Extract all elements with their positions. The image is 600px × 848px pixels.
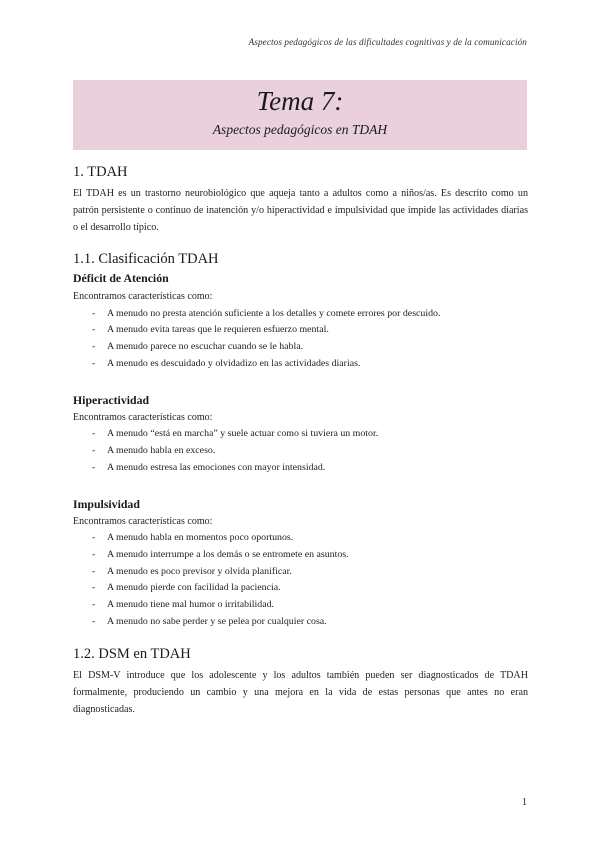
dash-marker: - [92, 582, 96, 594]
subheading-deficit-atencion: Déficit de Atención [73, 271, 169, 285]
list-item [73, 597, 528, 614]
list-item [73, 460, 528, 477]
page-number: 1 [522, 797, 527, 808]
list-item-text: A menudo no sabe perder y se pelea por cualquier cosa. [107, 616, 327, 628]
intro-text-deficit: Encontramos características como: [73, 291, 213, 302]
list-item [73, 426, 528, 443]
list-item [73, 564, 528, 581]
list-item-text: A menudo es descuidado y olvidadizo en las actividades diarias. [107, 357, 361, 369]
list-item [73, 306, 528, 323]
page-title: Tema 7: [256, 86, 344, 116]
list-item [73, 443, 528, 460]
section-heading-tdah: 1. TDAH [73, 164, 128, 180]
dash-marker: - [92, 616, 96, 628]
running-header: Aspectos pedagógicos de las dificultades cognitivas y de la comunicación [248, 37, 527, 47]
dash-marker: - [92, 307, 96, 319]
list-item-text: A menudo estresa las emociones con mayor intensidad. [107, 461, 326, 473]
section-paragraph-tdah: El TDAH es un trastorno neurobiológico que aqueja tanto a adultos como a niños/as. Es descrito como un patrón persistente o continuo de inatención y/o hiperactividad e impulsividad que impide las actividades diarias o el desarrollo típico. [73, 188, 528, 233]
dash-marker: - [92, 357, 96, 369]
section-heading-clasificacion: 1.1. Clasificación TDAH [73, 251, 219, 267]
dash-marker: - [92, 444, 96, 456]
intro-text-impulsividad: Encontramos características como: [73, 515, 213, 527]
list-item-text: A menudo interrumpe a los demás o se entromete en asuntos. [107, 548, 349, 560]
list-item [73, 530, 528, 547]
document-body [73, 162, 528, 718]
list-item-text: A menudo evita tareas que le requieren esfuerzo mental. [107, 324, 329, 336]
list-item-text: A menudo habla en exceso. [107, 444, 216, 456]
subheading-impulsividad: Impulsividad [73, 496, 140, 511]
list-item [73, 614, 528, 631]
list-item [73, 580, 528, 597]
list-item-text: A menudo “está en marcha” y suele actuar como si tuviera un motor. [107, 428, 379, 440]
dash-marker: - [92, 532, 96, 544]
title-box [73, 80, 527, 150]
list-item [73, 322, 528, 339]
section-paragraph-dsm: El DSM-V introduce que los adolescente y los adultos también pueden ser diagnosticados de TDAH formalmente, produciendo un cambio y una mejora en la vida de estas personas que antes no eran diagnosticadas. [73, 669, 528, 715]
list-impulsividad [73, 530, 528, 631]
list-hiperactividad [73, 426, 528, 476]
list-item [73, 547, 528, 564]
dash-marker: - [92, 461, 96, 473]
intro-text-hiperactividad: Encontramos características como: [73, 411, 213, 423]
list-item [73, 339, 528, 356]
list-item-text: A menudo parece no escuchar cuando se le habla. [107, 341, 304, 353]
dash-marker: - [92, 341, 96, 353]
section-heading-dsm: 1.2. DSM en TDAH [73, 645, 191, 662]
list-item-text: A menudo es poco previsor y olvida planificar. [107, 565, 292, 577]
dash-marker: - [92, 324, 96, 336]
list-item-text: A menudo no presta atención suficiente a los detalles y comete errores por descuido. [107, 307, 441, 319]
dash-marker: - [92, 565, 96, 577]
list-item-text: A menudo pierde con facilidad la paciencia. [107, 582, 281, 594]
dash-marker: - [92, 548, 96, 560]
subheading-hiperactividad: Hiperactividad [73, 392, 150, 407]
page-subtitle: Aspectos pedagógicos en TDAH [212, 122, 388, 137]
dash-marker: - [92, 428, 96, 440]
list-item [73, 356, 528, 373]
list-item-text: A menudo tiene mal humor o irritabilidad. [107, 599, 275, 611]
list-item-text: A menudo habla en momentos poco oportunos. [107, 532, 294, 544]
dash-marker: - [92, 599, 96, 611]
list-deficit-atencion [73, 306, 528, 373]
